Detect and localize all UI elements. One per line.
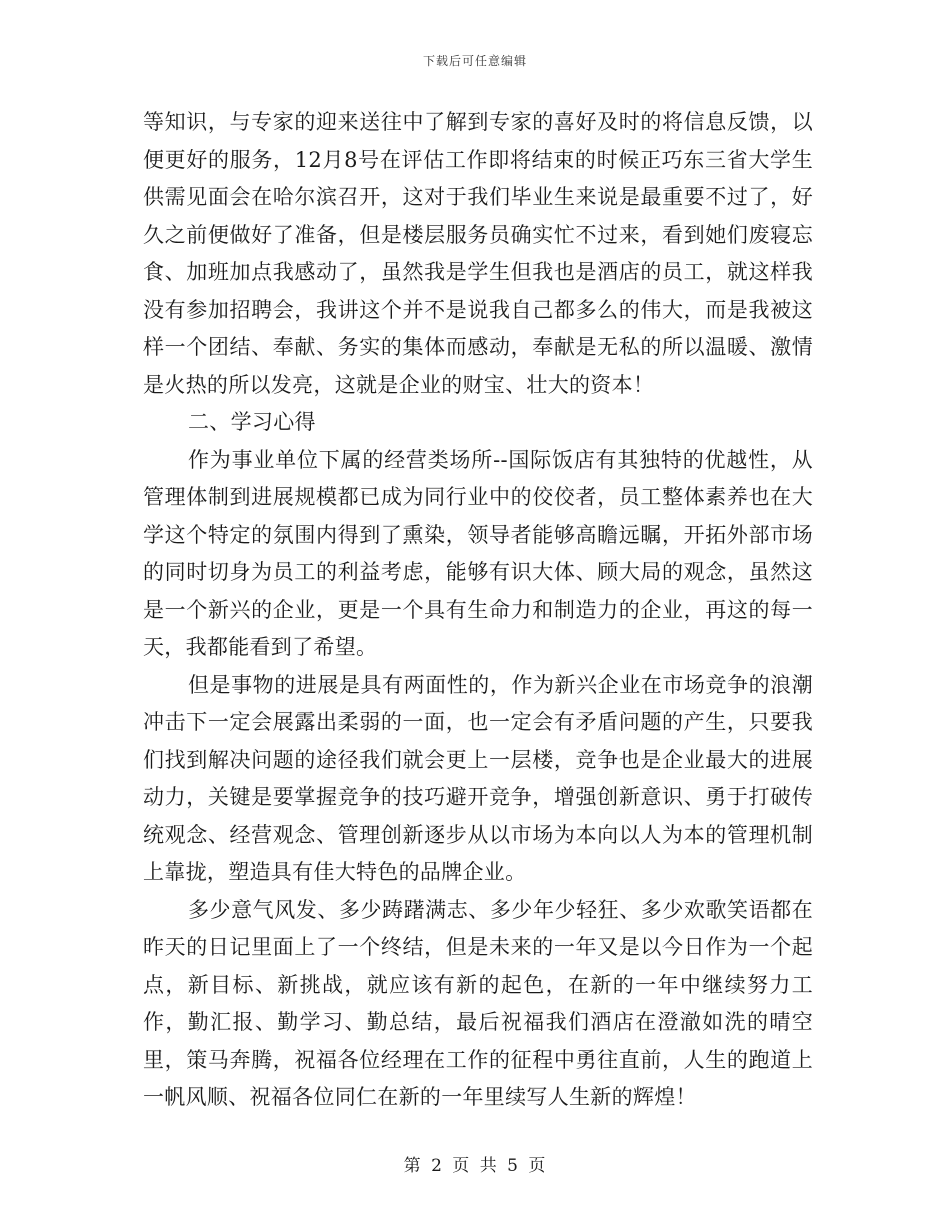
paragraph-continuation: 等知识，与专家的迎来送往中了解到专家的喜好及时的将信息反馈，以便更好的服务，12月8号在评估工作即将结束的时候正巧东三省大学生供需见面会在哈尔滨召开，这对于我们毕业生来说是最重要不过了，好久之前便做好了准备，但是楼层服务员确实忙不过来，看到她们废寝忘食、加班加点我感动了，虽然我是学生但我也是酒店的员工，就这样我没有参加招聘会，我讲这个并不是说我自己都多么的伟大，而是我被这样一个团结、奉献、务实的集体而感动，奉献是无私的所以温暖、激情是火热的所以发亮，这就是企业的财宝、壮大的资本！ (143, 110, 813, 397)
section-heading-study: 二、学习心得 (188, 410, 316, 434)
page-header: 下载后可任意编辑 (422, 54, 527, 68)
paragraph-advantages: 作为事业单位下属的经营类场所--国际饭店有其独特的优越性，从管理体制到进展规模都已成为同行业中的佼佼者，员工整体素养也在大学这个特定的氛围内得到了熏染，领导者能够高瞻远瞩，开拓外部市场的同时切身为员工的利益考虑，能够有识大体、顾大局的观念，虽然这是一个新兴的企业，更是一个具有生命力和制造力的企业，再这的每一天，我都能看到了希望。 (143, 447, 813, 659)
paragraph-challenges: 但是事物的进展是具有两面性的，作为新兴企业在市场竞争的浪潮冲击下一定会展露出柔弱的一面，也一定会有矛盾问题的产生，只要我们找到解决问题的途径我们就会更上一层楼，竞争也是企业最大的进展动力，关键是要掌握竞争的技巧避开竞争，增强创新意识、勇于打破传统观念、经营观念、管理创新逐步从以市场为本向以人为本的管理机制上靠拢，塑造具有佳大特色的品牌企业。 (143, 672, 813, 884)
document-body (143, 104, 813, 1117)
paragraph-closing: 多少意气风发、多少踌躇满志、多少年少轻狂、多少欢歌笑语都在昨天的日记里面上了一个终结，但是未来的一年又是以今日作为一个起点，新目标、新挑战，就应该有新的起色，在新的一年中继续努力工作，勤汇报、勤学习、勤总结，最后祝福我们酒店在澄澈如洗的晴空里，策马奔腾，祝福各位经理在工作的征程中勇往直前，人生的跑道上一帆风顺、祝福各位同仁在新的一年里续写人生新的辉煌！ (143, 897, 813, 1109)
page-number-footer: 第 2 页 共 5 页 (403, 1156, 547, 1176)
